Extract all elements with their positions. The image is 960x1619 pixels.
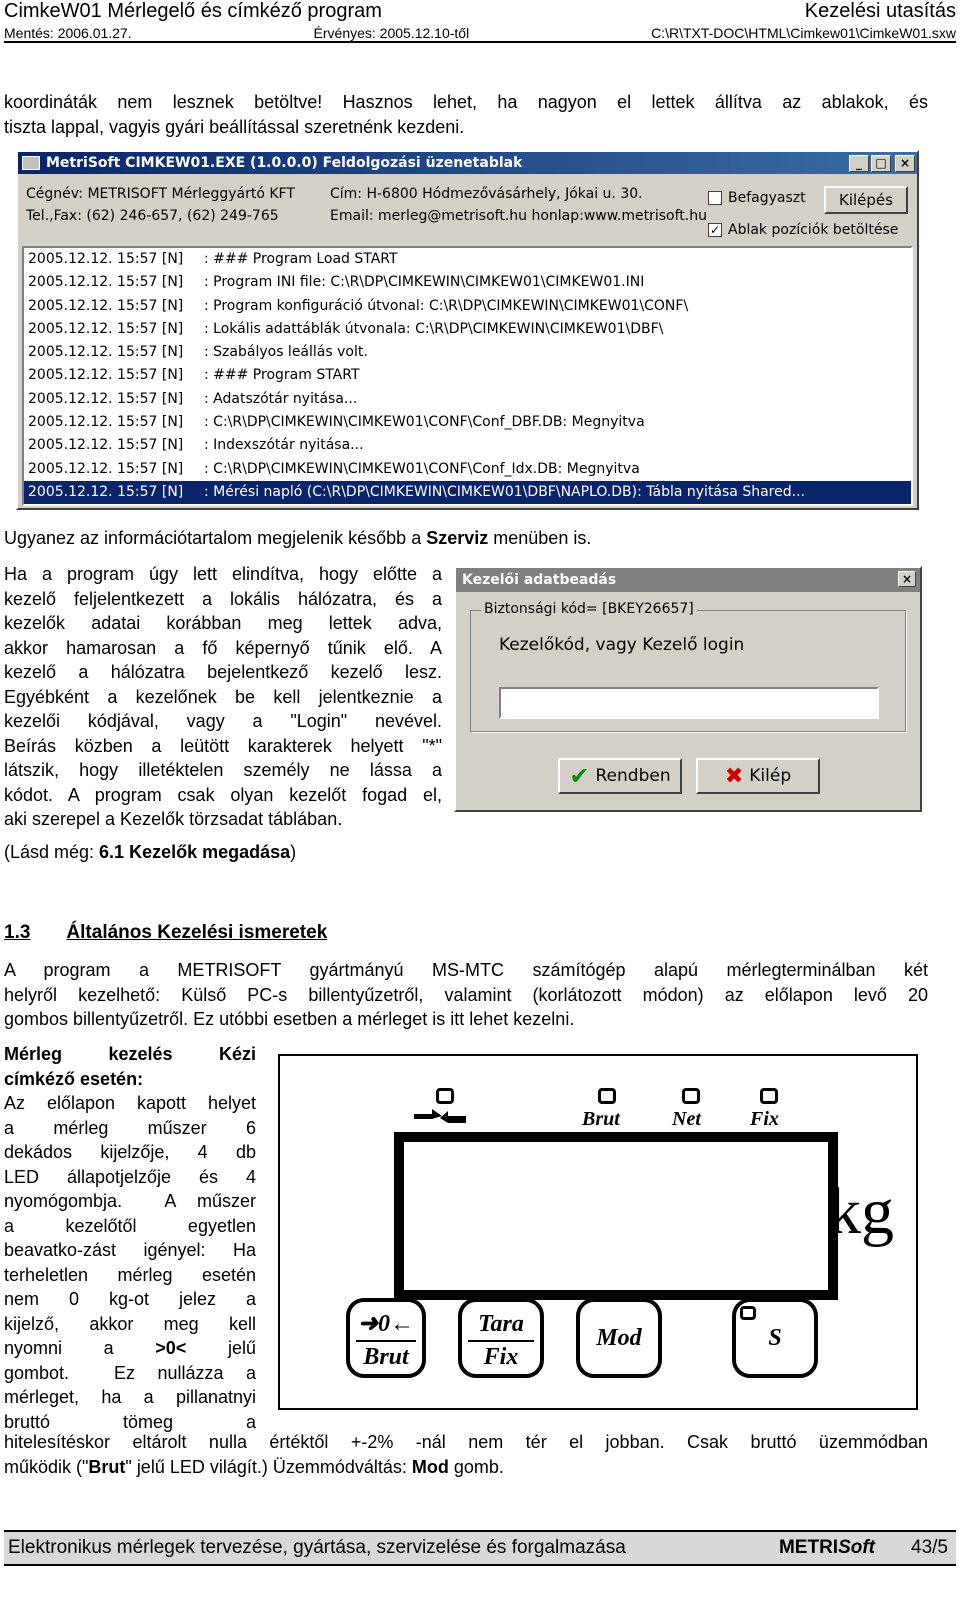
login-para-line: látszik, hogy illetéktelen személy ne lássa a (4, 760, 442, 780)
log-row[interactable] (24, 411, 911, 434)
fix-led (760, 1088, 778, 1104)
log-timestamp: 2005.12.12. 15:57 [N] (28, 297, 184, 314)
section-para-line: A program a METRISOFT gyártmányú MS-MTC számítógép alapú mérlegterminálban két (4, 960, 928, 980)
login-paragraph (4, 562, 442, 832)
doc-type: Kezelési utasítás (804, 0, 956, 22)
brut-label: Brut (356, 1340, 416, 1372)
company-name: Cégnév: METRISOFT Mérleggyártó KFT (26, 186, 295, 202)
scale-line: beavatko-zást igényel: Ha (4, 1240, 256, 1260)
log-timestamp: 2005.12.12. 15:57 [N] (28, 367, 184, 384)
scale-continuation (4, 1430, 928, 1479)
unit-label: kg (828, 1175, 894, 1248)
section-para-line: helyről kezelhető: Külső PC-s billentyűzetről, valamint (korlátozott módon) az előlapon levő 20 (4, 984, 928, 1005)
operator-code-input[interactable] (499, 687, 879, 719)
ok-label: Rendben (595, 766, 671, 786)
scale-line: nyomógombja. A műszer (4, 1191, 256, 1211)
s-button[interactable] (732, 1298, 818, 1378)
net-led-label: Net (672, 1108, 701, 1130)
file-path: C:\R\TXT-DOC\HTML\Cimkew01\CimkeW01.sxw (651, 25, 956, 41)
scale-line: kijelző, akkor meg kell (4, 1313, 256, 1334)
load-positions-label: Ablak pozíciók betöltése (728, 222, 899, 238)
log-row[interactable] (24, 271, 911, 294)
scale-line: LED állapotjelzője és 4 (4, 1166, 256, 1187)
freeze-checkbox-row[interactable] (708, 190, 806, 206)
fix-label: Fix (468, 1340, 534, 1372)
tara-label: Tara (478, 1311, 524, 1337)
log-timestamp: 2005.12.12. 15:57 [N] (28, 414, 184, 431)
fix-led-label: Fix (750, 1108, 779, 1130)
scale-line-text: nyomni a (4, 1338, 156, 1358)
log-message: : Szabályos leállás volt. (204, 344, 368, 361)
service-note (4, 526, 591, 551)
security-group (470, 601, 906, 732)
right-arrow-icon: ➜ (357, 1311, 379, 1337)
scale-line: a mérleg műszer 6 (4, 1117, 256, 1138)
log-list[interactable] (22, 246, 913, 506)
log-timestamp: 2005.12.12. 15:57 [N] (28, 274, 184, 291)
login-para-line: kezelő a hálózatra bejelentkező kezelő lesz. (4, 662, 442, 682)
checkmark-icon: ✔ (569, 762, 590, 790)
login-dialog-titlebar (456, 568, 920, 592)
service-menu-name: Szerviz (426, 528, 489, 548)
service-note-text: Ugyanez az információtartalom megjelenik később a (4, 528, 427, 548)
section-paragraph (4, 958, 928, 1032)
log-timestamp: 2005.12.12. 15:57 [N] (28, 251, 184, 267)
text: működik (" (4, 1456, 89, 1477)
text: gomb. (448, 1456, 504, 1477)
section-title: Általános Kezelési ismeretek (66, 922, 328, 943)
scale-line: terheletlen mérleg esetén (4, 1264, 256, 1285)
login-prompt: Kezelőkód, vagy Kezelő login (499, 635, 745, 655)
zero-led (436, 1088, 454, 1104)
footer-right (779, 1532, 948, 1564)
log-timestamp: 2005.12.12. 15:57 [N] (28, 390, 184, 407)
company-address: Cím: H-6800 Hódmezővásárhely, Jókai u. 30. (330, 186, 643, 202)
doc-title: CimkeW01 Mérlegelő és címkéző program (4, 0, 382, 22)
log-window-titlebar (18, 152, 917, 174)
s-led (740, 1306, 756, 1320)
page-header (4, 0, 956, 24)
intro-line: tiszta lappal, vagyis gyári beállítással szeretnénk kezdeni. (4, 116, 465, 137)
scale-paragraph (4, 1042, 256, 1434)
section-para-line: gombos billentyűzetről. Ez utóbbi esetben a mérleget is itt lehet kezelni. (4, 1009, 575, 1029)
company-contact (330, 186, 707, 224)
scale-heading-2: címkéző esetén: (4, 1068, 144, 1089)
scale-line: bruttó tömeg a (4, 1411, 256, 1432)
company-info (26, 186, 295, 224)
log-timestamp: 2005.12.12. 15:57 [N] (28, 437, 184, 454)
close-icon[interactable]: × (895, 155, 915, 172)
zero-label: 0 (378, 1311, 391, 1337)
scale-line: dekádos kijelzője, 4 db (4, 1142, 256, 1162)
maximize-icon[interactable]: □ (871, 155, 891, 172)
minimize-icon[interactable]: _ (849, 155, 869, 172)
log-message: : C:\R\DP\CIMKEWIN\CIMKEW01\CONF\Conf_DBF.DB: Megnyitva (204, 414, 645, 431)
log-window (16, 150, 919, 510)
load-positions-checkbox-row[interactable] (708, 222, 898, 238)
scale-line: nem 0 kg-ot jelez a (4, 1289, 256, 1309)
log-message: : ### Program START (204, 367, 360, 384)
zero-brut-button[interactable] (346, 1298, 426, 1378)
log-row[interactable] (24, 364, 911, 387)
brand-metri: METRI (778, 1537, 839, 1558)
login-dialog-title: Kezelői adatbeadás (462, 572, 617, 588)
section-heading (4, 922, 327, 944)
text: " jelű LED világít.) Üzemmódváltás: (125, 1456, 412, 1477)
login-para-line: Beírás közben a leütött karakterek helyett "*" (4, 735, 442, 756)
log-row[interactable] (24, 388, 911, 411)
login-para-line: kezelő feljelentkezett a lokális hálózatra, és a (4, 588, 442, 609)
cancel-label: Kilép (749, 766, 792, 786)
front-panel-diagram (278, 1054, 918, 1410)
freeze-checkbox[interactable] (708, 191, 722, 205)
see-also (4, 840, 296, 865)
mod-button[interactable] (576, 1298, 662, 1378)
login-dialog (454, 566, 922, 812)
scale-line: gombot. Ez nullázza a (4, 1362, 256, 1383)
page-footer (4, 1530, 956, 1566)
log-window-title: MetriSoft CIMKEW01.EXE (1.0.0.0) Feldolgozási üzenetablak (46, 155, 523, 171)
freeze-label: Befagyaszt (728, 190, 806, 206)
scale-line-text: jelű (186, 1338, 256, 1358)
login-para-line: aki szerepel a Kezelők törzsadat táblában. (4, 809, 343, 829)
page-subheader (4, 25, 956, 43)
log-timestamp: 2005.12.12. 15:57 [N] (28, 320, 184, 337)
zero-button-name: >0< (155, 1338, 187, 1358)
app-icon (22, 156, 40, 170)
scale-line: mérleget, ha a pillanatnyi (4, 1387, 256, 1407)
log-message: : Program INI file: C:\R\DP\CIMKEWIN\CIMKEW01\CIMKEW01.INI (204, 274, 645, 291)
footer-text: Elektronikus mérlegek tervezése, gyártása, szervizelése és forgalmazása (8, 1537, 626, 1558)
valid-date: Érvényes: 2005.12.10-től (313, 25, 470, 41)
login-para-line: kezelői kódjával, vagy a "Login" nevével. (4, 711, 442, 731)
login-para-line: kezelők adatai korábban meg lettek adva, (4, 613, 442, 633)
log-row[interactable] (24, 248, 911, 271)
see-also-link[interactable]: 6.1 Kezelők megadása (99, 842, 291, 862)
login-para-line: kódot. A program csak olyan kezelőt fogad el, (4, 784, 442, 805)
brut-led-name: Brut (88, 1456, 126, 1477)
log-timestamp: 2005.12.12. 15:57 [N] (28, 460, 184, 477)
log-row[interactable] (24, 341, 911, 364)
login-para-line: Egyébként a kezelőnek be kell jelentkeznie a (4, 686, 442, 707)
company-email: Email: merleg@metrisoft.hu honlap:www.metrisoft.hu (330, 208, 707, 224)
brand-soft: Soft (838, 1537, 876, 1558)
intro-line: koordináták nem lesznek betöltve! Hasznos lehet, ha nagyon el lettek állítva az ablakok, és (4, 92, 928, 112)
section-number: 1.3 (4, 922, 31, 943)
scale-cont-line-2 (4, 1455, 928, 1480)
security-code: Biztonsági kód= [BKEY26657] (481, 601, 697, 617)
log-timestamp: 2005.12.12. 15:57 [N] (28, 483, 184, 500)
saved-date: Mentés: 2006.01.27. (4, 25, 132, 41)
log-message: : ### Program Load START (204, 251, 398, 267)
service-note-text-end: menüben is. (488, 528, 592, 548)
checkmark-icon[interactable]: ✓ (709, 223, 721, 237)
exit-button[interactable]: Kilépés (824, 186, 908, 214)
log-row[interactable] (24, 434, 911, 457)
intro-paragraph (4, 90, 928, 139)
mod-button-name: Mod (411, 1456, 449, 1477)
net-led (682, 1088, 700, 1104)
log-message: : C:\R\DP\CIMKEWIN\CIMKEW01\CONF\Conf_Idx.DB: Megnyitva (204, 460, 640, 477)
page-number: 43/5 (911, 1537, 948, 1558)
log-timestamp: 2005.12.12. 15:57 [N] (28, 344, 184, 361)
scale-cont-line: hitelesítéskor eltárolt nulla értéktől +-2% -nál nem tér el jobban. Csak bruttó üzemmódban (4, 1432, 928, 1452)
scale-line (4, 1336, 256, 1361)
log-message: : Program konfiguráció útvonal: C:\R\DP\CIMKEWIN\CIMKEW01\CONF\ (204, 297, 689, 314)
mod-label: Mod (596, 1325, 642, 1351)
tara-fix-button[interactable] (458, 1298, 544, 1378)
scale-line: a kezelőtől egyetlen (4, 1215, 256, 1236)
left-arrow-icon: ← (390, 1311, 415, 1337)
login-para-line: akkor hamarosan a fő képernyő tűnik elő. A (4, 637, 442, 658)
ok-button[interactable] (558, 758, 682, 794)
company-phone: Tel.,Fax: (62) 246-657, (62) 249-765 (26, 208, 279, 224)
log-message: : Lokális adattáblák útvonala: C:\R\DP\CIMKEWIN\CIMKEW01\DBF\ (204, 320, 664, 337)
zero-arrows-icon (410, 1106, 470, 1126)
weight-display (394, 1132, 838, 1300)
log-row[interactable] (24, 318, 911, 341)
log-row[interactable] (24, 295, 911, 318)
s-label: S (768, 1325, 782, 1351)
login-para-line: Ha a program úgy lett elindítva, hogy előtte a (4, 564, 442, 584)
see-also-prefix: (Lásd még: (4, 842, 100, 862)
scale-line: Az előlapon kapott helyet (4, 1093, 256, 1113)
brut-led-label: Brut (582, 1108, 620, 1130)
log-row[interactable] (24, 481, 911, 504)
log-row[interactable] (24, 458, 911, 481)
log-message: : Indexszótár nyitása... (204, 437, 364, 454)
brut-led (598, 1088, 616, 1104)
scale-heading: Mérleg kezelés Kézi (4, 1044, 256, 1064)
log-message: : Mérési napló (C:\R\DP\CIMKEWIN\CIMKEW01\DBF\NAPLO.DB): Tábla nyitása Shared... (204, 483, 805, 500)
close-icon[interactable]: × (898, 571, 916, 587)
cancel-button[interactable] (696, 758, 820, 794)
log-message: : Adatszótár nyitása... (204, 390, 358, 407)
see-also-suffix: ) (290, 842, 297, 862)
x-icon: ✖ (724, 763, 744, 789)
